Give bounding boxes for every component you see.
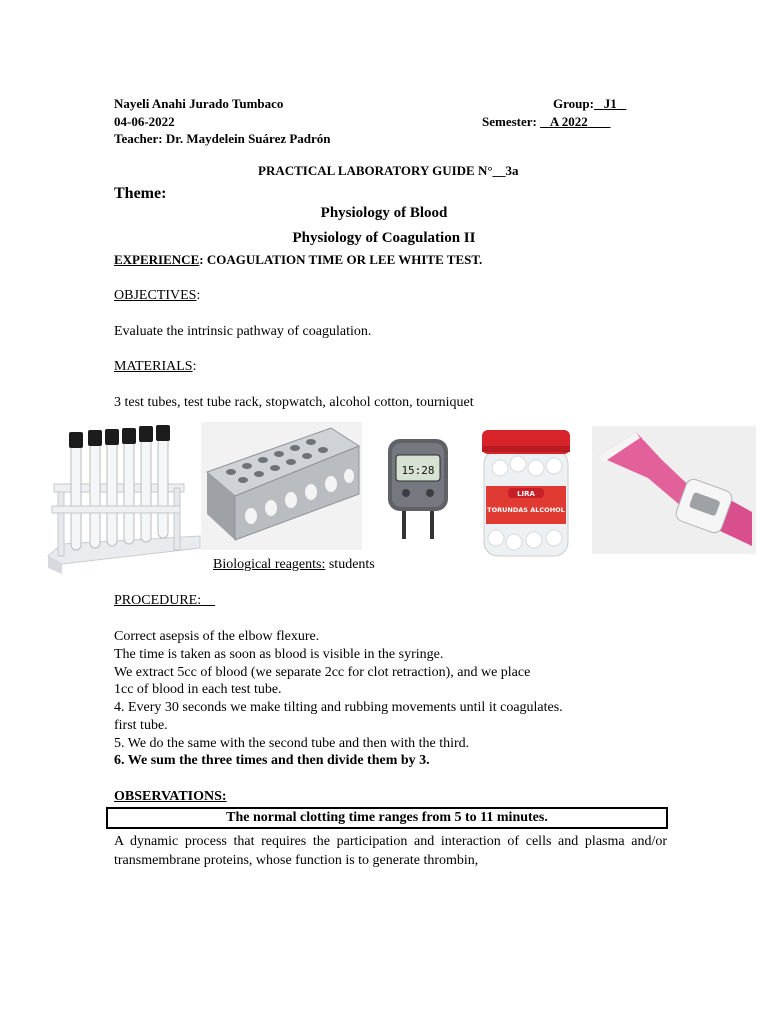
procedure-step: We extract 5cc of blood (we separate 2cc for clot retraction), and we place [114, 665, 531, 680]
observations-paragraph: A dynamic process that requires the participation and interaction of cells and plasma and/or transmembrane proteins, whose function is to generate thrombin, [114, 834, 667, 868]
materials-heading: MATERIALS: [114, 359, 197, 374]
stopwatch-display: 15:28 [401, 464, 435, 477]
procedure-step: The time is taken as soon as blood is visible in the syringe. [114, 647, 444, 662]
group-value: J1 [603, 96, 617, 111]
student-name: Nayeli Anahi Jurado Tumbaco [114, 96, 284, 111]
procedure-step: 5. We do the same with the second tube and then with the third. [114, 736, 470, 751]
semester-value: A 2022 [549, 114, 588, 129]
objectives-heading: OBJECTIVES: [114, 288, 201, 303]
observations-heading: OBSERVATIONS: [114, 789, 227, 804]
stopwatch-image [384, 435, 452, 541]
alcohol-cotton-jar-image [478, 428, 574, 560]
procedure-step: 1cc of blood in each test tube. [114, 682, 282, 697]
group-label: Group: [553, 96, 594, 111]
clotting-time-box: The normal clotting time ranges from 5 to 11 minutes. [106, 807, 668, 829]
procedure-step: first tube. [114, 718, 168, 733]
semester [482, 114, 611, 130]
procedure-step: 4. Every 30 seconds we make tilting and rubbing movements until it coagulates. [114, 700, 563, 715]
guide-title: PRACTICAL LABORATORY GUIDE N°__3a [258, 163, 519, 178]
materials-text: 3 test tubes, test tube rack, stopwatch, alcohol cotton, tourniquet [114, 395, 474, 410]
date: 04-06-2022 [114, 114, 175, 129]
experience-heading [114, 252, 482, 268]
tourniquet-image [592, 426, 756, 554]
procedure-final-step: 6. We sum the three times and then divide them by 3. [114, 753, 430, 768]
experience-text: : COAGULATION TIME OR LEE WHITE TEST. [199, 252, 483, 267]
jar-label: TORUNDAS ALCOHOL [487, 506, 565, 514]
semester-label: Semester: [482, 114, 537, 129]
biological-reagents: Biological reagents: students [213, 557, 375, 572]
test-tubes-image [44, 424, 204, 576]
procedure-heading: PROCEDURE: [114, 593, 202, 608]
group [553, 96, 626, 112]
test-tube-rack-image [201, 422, 362, 550]
experience-label: EXPERIENCE [114, 252, 200, 267]
jar-brand: LIRA [517, 490, 535, 498]
theme-line-1: Physiology of Blood [320, 205, 448, 221]
theme-line-2: Physiology of Coagulation II [292, 230, 476, 246]
theme-label: Theme: [114, 185, 167, 202]
procedure-step: Correct asepsis of the elbow flexure. [114, 629, 320, 644]
teacher: Teacher: Dr. Maydelein Suárez Padrón [114, 131, 331, 146]
objectives-text: Evaluate the intrinsic pathway of coagulation. [114, 324, 372, 339]
